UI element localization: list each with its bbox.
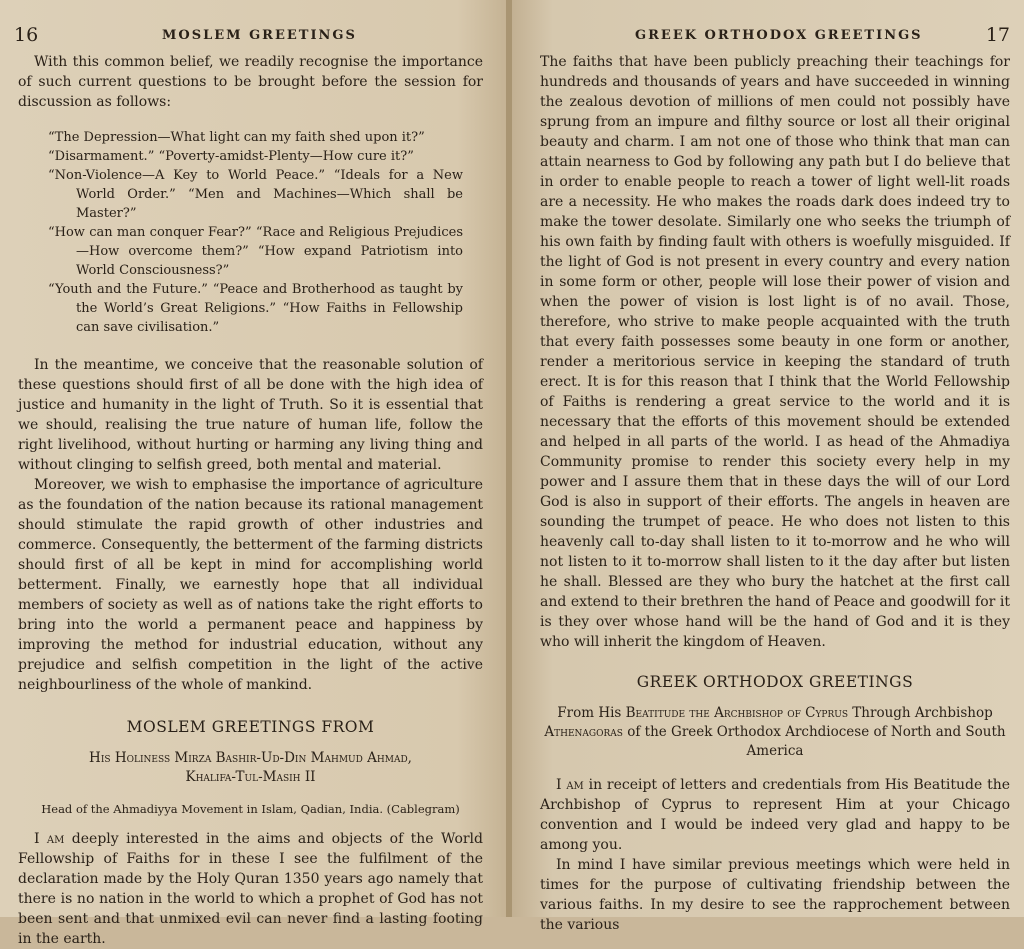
byline-block: [540, 704, 1010, 761]
left-page-number: 16: [14, 24, 39, 46]
mind-paragraph: In mind I have similar previous meetings which were held in times for the purpose of cultivating friendship between the various faiths. In my desire to see the rapprochement between the various: [540, 857, 1010, 933]
topic-item: “The Depression—What light can my faith shed upon it?”: [48, 130, 425, 145]
byline-part: of the Greek Orthodox Archdiocese of North and South America: [622, 724, 1006, 759]
lead-word: I am: [556, 777, 584, 793]
left-page: [0, 0, 508, 947]
right-section-heading: GREEK ORTHODOX GREETINGS: [636, 673, 914, 691]
topic-list: [48, 128, 463, 337]
moreover-paragraph: Moreover, we wish to emphasise the importance of agriculture as the foundation of the nation because its rational management should stimulate the rapid growth of other industries and commerce. Consequently, the betterment of the farming districts should first of all be kept in mind for accomplishing world betterment. Finally, we earnestly hope that all individual members of society as well as of nations take the right efforts to bring into the world a permanent peace and happiness by improving the method for industrial education, without any prejudice and selfish competition in the light of the active neighbourliness of the whole of mankind.: [18, 477, 483, 693]
byline-title: Beatitude the Archbishop of Cyprus: [625, 705, 849, 721]
receipt-text: in receipt of letters and credentials from His Beatitude the Archbishop of Cyprus to represent Him at your Chicago convention and I would be indeed very glad and happy to be among you.: [540, 777, 1010, 853]
topic-item: “Disarmament.” “Poverty-amidst-Plenty—How cure it?”: [48, 149, 414, 164]
byline-part: Through Archbishop: [848, 705, 993, 721]
lead-word: I am: [34, 831, 65, 847]
right-head-title: GREEK ORTHODOX GREETINGS: [635, 28, 923, 43]
byline-part: From His: [557, 705, 626, 721]
left-head-title: MOSLEM GREETINGS: [162, 28, 357, 43]
author-block: [18, 749, 483, 787]
right-running-head: [540, 24, 1010, 48]
right-page: [512, 0, 1024, 933]
byline-name: Athenagoras: [544, 724, 623, 740]
left-section-heading: MOSLEM GREETINGS FROM: [126, 718, 375, 736]
intro-paragraph: With this common belief, we readily recognise the importance of such current questions to be brought before the session for discussion as follows:: [18, 54, 483, 110]
left-body: [18, 52, 483, 949]
author-line-2: Khalifa-Tul-Masih II: [185, 769, 316, 785]
topic-item: “Non-Violence—A Key to World Peace.” “Ideals for a New World Order.” “Men and Machines—Which shall be Master?”: [48, 168, 463, 221]
meantime-paragraph: In the meantime, we conceive that the reasonable solution of these questions should first of all be done with the high idea of justice and humanity in the light of Truth. So it is essential that we should, realising the true nature of human life, follow the right livelihood, without hurting or harming any living thing and without clinging to selfish greed, both mental and material.: [18, 357, 483, 473]
interest-paragraph: [18, 829, 483, 949]
right-body: [540, 52, 1010, 935]
interest-text: deeply interested in the aims and objects of the World Fellowship of Faiths for in these I see the fulfilment of the declaration made by the Holy Quran 1350 years ago namely that there is no nation in the world to which a prophet of God has not been sent and that unmixed evil can never find a lasting footing in the earth.: [18, 831, 483, 947]
left-running-head: [14, 24, 484, 48]
topic-item: “How can man conquer Fear?” “Race and Religious Prejudices—How overcome them?” “How expand Patriotism into World Consciousness?”: [48, 225, 463, 278]
topic-item: “Youth and the Future.” “Peace and Brotherhood as taught by the World’s Great Religions.” “How Faiths in Fellowship can save civilisation.”: [48, 282, 463, 335]
author-line-1: His Holiness Mirza Bashir-Ud-Din Mahmud Ahmad,: [89, 750, 412, 766]
receipt-paragraph: [540, 775, 1010, 855]
author-note: Head of the Ahmadiyya Movement in Islam, Qadian, India. (Cablegram): [41, 802, 460, 816]
faiths-paragraph: The faiths that have been publicly preaching their teachings for hundreds and thousands of years and have succeeded in winning the zealous devotion of millions of men could not possibly have sprung from an impure and filthy source or lost all their original beauty and charm. I am not one of those who think that man can attain nearness to God by following any path but I do believe that in order to enable people to reach a tower of light well-lit roads are a necessity. He who makes the roads dark does indeed try to make the tower desolate. Similarly one who seeks the triumph of his own faith by finding fault with others is woefully misguided. If the light of God is not present in every country and every nation in some form or other, people will lose their power of vision and when the power of vision is lost light is of no avail. Those, therefore, who strive to make people acquainted with the truth that every faith possesses some beauty in one form or another, render a meritorious service in keeping the standard of truth erect. It is for this reason that I think that the World Fellowship of Faiths is rendering a great service to the world and it is necessary that the efforts of this movement should be extended and helped in all parts of the world. I as head of the Ahmadiya Community promise to render this society every help in my power and I assure them that in these days the will of our Lord God is also in support of their efforts. The angels in heaven are sounding the trumpet of peace. He who does not listen to this heavenly call to-day shall listen to it to-morrow and he who will not listen to it to-morrow shall listen to it the day after but listen he shall. Blessed are they who bury the hatchet at the first call and extend to their brethren the hand of Peace and goodwill for it is they over whose hand will be the hand of God and it is they who will inherit the kingdom of Heaven.: [540, 54, 1010, 650]
right-page-number: 17: [985, 24, 1010, 46]
